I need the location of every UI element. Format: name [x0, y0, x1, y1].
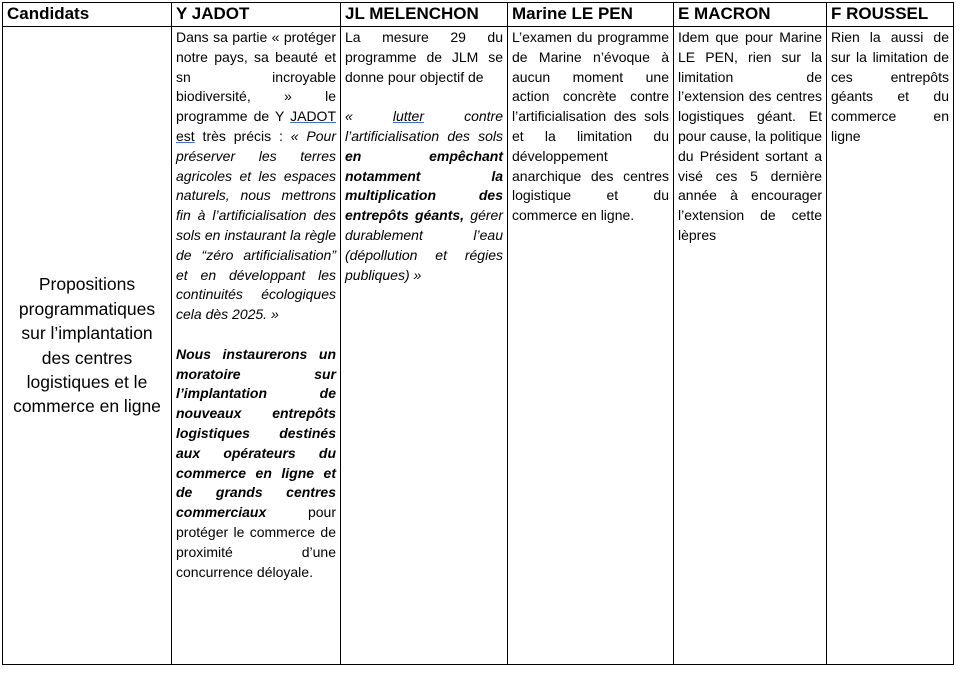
jadot-intro: Dans sa partie « protéger notre pays, sa beauté et sn incroyable biodiversité, » le programme de Y	[176, 29, 336, 125]
header-le-pen: Marine LE PEN	[508, 3, 674, 27]
melenchon-quote-end: gérer durablement l’eau (dépollution et régies publiques) »	[345, 207, 503, 283]
cell-melenchon	[341, 27, 508, 665]
melenchon-quote-mid: contre l’artificialisation des sols	[345, 108, 503, 144]
jadot-intro2: très précis :	[194, 127, 291, 144]
paragraph-gap	[176, 325, 336, 345]
melenchon-quote-open: «	[345, 108, 393, 125]
jadot-name-link: JADOT est	[176, 108, 336, 144]
header-row	[3, 3, 954, 27]
header-candidats: Candidats	[3, 3, 172, 27]
header-macron: E MACRON	[674, 3, 827, 27]
jadot-bold-text: Nous instaurerons un moratoire sur l’implantation de nouveaux entrepôts logistiques destinés aux opérateurs du commerce en ligne et de grands centres commerciaux	[176, 345, 336, 521]
paragraph-gap	[345, 87, 503, 107]
candidates-table	[2, 2, 954, 665]
cell-le-pen: L’examen du programme de Marine n’évoque à aucun moment une action concrète contre l’artificialisation des sols et la limitation du développement anarchique des centres logistique et du commerce en ligne.	[508, 27, 674, 665]
header-jadot: Y JADOT	[172, 3, 341, 27]
jadot-quote: « Pour préserver les terres agricoles et les espaces naturels, nous mettrons fin à l’artificialisation des sols en instaurant la règle de “zéro artificialisation” et en développant les continuités écologiques cela dès 2025. »	[176, 127, 336, 323]
melenchon-lutter-link: lutter	[392, 108, 424, 125]
melenchon-quote-bold: en empêchant notamment la multiplication des entrepôts géants,	[345, 147, 503, 224]
header-melenchon: JL MELENCHON	[341, 3, 508, 27]
propositions-row	[3, 27, 954, 665]
melenchon-intro: La mesure 29 du programme de JLM se donne pour objectif de	[345, 29, 503, 85]
row-label: Propositions programmatiques sur l’implantation des centres logistiques et le commerce en ligne	[3, 27, 172, 665]
cell-roussel: Rien la aussi de sur la limitation de ces entrepôts géants et du commerce en ligne	[827, 27, 954, 665]
jadot-tail: pour protéger le commerce de proximité d’une concurrence déloyale.	[176, 504, 336, 580]
cell-macron: Idem que pour Marine LE PEN, rien sur la limitation de l’extension des centres logistiques géant. Et pour cause, la politique du Président sortant a visé ces 5 dernière année à encourager l’extension de cette lèpres	[674, 27, 827, 665]
cell-jadot	[172, 27, 341, 665]
header-roussel: F ROUSSEL	[827, 3, 954, 27]
